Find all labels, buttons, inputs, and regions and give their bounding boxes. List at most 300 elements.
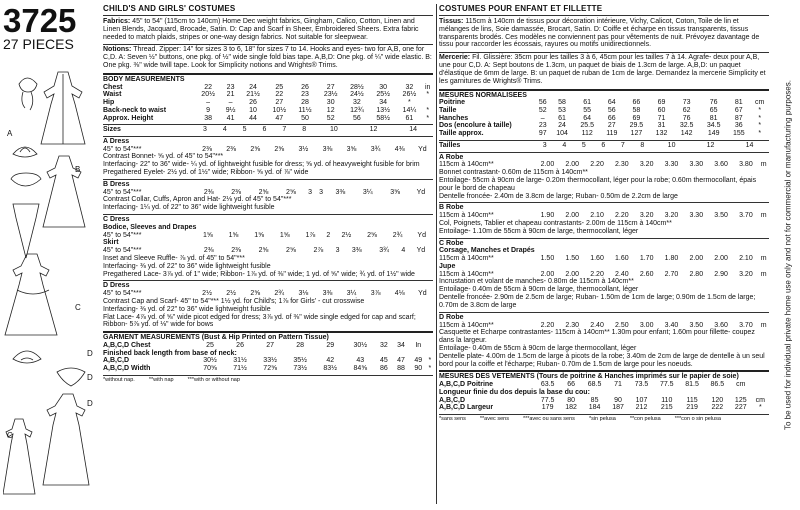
- size-value: 4: [562, 141, 567, 149]
- section-note: Entoilage- 55cm à 90cm de large- 0.20m thermocollant, léger pour la robe; 0.60m thermocollant, épais pour le bord de chapeau: [439, 176, 757, 192]
- section-note: Bonnet contrastant- 0.60m de 115cm à 140cm**: [439, 169, 588, 177]
- measure-value: 70⅝: [203, 365, 217, 373]
- pattern-pieces: 27 PIECES: [3, 36, 74, 52]
- measure-value: 215: [660, 404, 673, 412]
- measure-row: [103, 91, 433, 99]
- measure-value: 28: [301, 99, 309, 107]
- measure-value: 32: [379, 342, 388, 350]
- section-note: Col, Poignets, Tablier et chapeau contrastants- 2.00m de 115cm à 140cm**: [439, 219, 672, 227]
- measure-value: 27: [326, 83, 335, 91]
- french-column: [439, 5, 769, 505]
- measure-value: 112: [581, 130, 593, 138]
- measure-value: 182: [565, 404, 577, 412]
- yardage-value: 2: [326, 231, 331, 239]
- yardage-line: [103, 146, 433, 154]
- measure-value: 85: [590, 396, 599, 404]
- yardage-label: 45" to 54"***: [103, 231, 142, 239]
- measure-value: –: [206, 99, 211, 107]
- measure-value: [422, 99, 433, 107]
- measure-label: Hip: [103, 99, 115, 107]
- measure-value: 68.5: [587, 381, 602, 389]
- size-value: 3: [202, 126, 207, 134]
- footnote: **with nap: [148, 376, 174, 383]
- body-measurements-title: BODY MEASUREMENTS: [103, 75, 185, 83]
- figure-label-a: A: [7, 129, 13, 138]
- yardage-value: m: [760, 321, 767, 329]
- notions-label: Notions:: [103, 46, 132, 54]
- measure-value: 55: [583, 107, 592, 115]
- section-note: Dentelle plate- 4.00m de 1.5cm de large à picots de la robe; 3.40m de 2cm de large de dentelle à un seul bord pour la coiffe et l'écharpe; Ruban- 0.70m de 1.5cm de large pour les noeuds.: [439, 352, 765, 368]
- measure-value: 24: [558, 122, 566, 130]
- measure-value: 71½: [233, 365, 247, 373]
- measure-value: 65: [709, 107, 718, 115]
- body-measurements-table: [103, 84, 433, 122]
- measure-label: Longueur finie du dos depuis la base du cou:: [439, 388, 590, 396]
- yardage-value: 2.00: [540, 161, 555, 169]
- measure-value: 87: [734, 114, 743, 122]
- measure-value: 26: [249, 99, 257, 107]
- section-note: Contrast Bonnet- ⅝ yd. of 45" to 54"***: [103, 153, 224, 161]
- measure-value: 77.5: [659, 381, 674, 389]
- yardage-sections: [103, 138, 433, 329]
- yardage-value: 2⅝: [250, 290, 261, 298]
- yardage-value: 2.40: [590, 321, 604, 329]
- measure-value: 36: [734, 122, 743, 130]
- measure-value: 69: [632, 114, 641, 122]
- yardage-section: [103, 216, 433, 278]
- english-fabrics: [103, 18, 433, 41]
- measure-value: 155: [732, 130, 745, 138]
- yardage-value: 1⅝: [279, 231, 290, 239]
- yardage-value: 3⅜: [335, 188, 346, 196]
- yardage-value: 2⅝: [286, 247, 296, 255]
- measure-value: –: [228, 99, 233, 107]
- measure-label: Chest: [103, 83, 123, 91]
- yardage-value: 2.20: [615, 212, 629, 220]
- yardage-value: 1.50: [540, 255, 555, 263]
- measure-value: 58: [558, 99, 566, 107]
- section-note: Incrustation et volant de manches- 0.80m de 115cm à 140cm**: [439, 278, 634, 286]
- measure-value: 64: [583, 114, 592, 122]
- yardage-value: 2⅜: [202, 145, 212, 153]
- yardage-value: Yd: [416, 188, 426, 196]
- measure-row: [103, 342, 433, 350]
- yardage-value: 2.00: [540, 270, 555, 278]
- section-title: A Robe: [439, 153, 464, 161]
- measure-value: 56: [353, 114, 361, 122]
- measure-value: 66: [567, 381, 575, 389]
- mesures-vetements-title: MESURES DES VETEMENTS (Tours de poitrine & Hanches imprimés sur le papier de soie): [439, 373, 739, 381]
- section-title: D Dress: [103, 282, 130, 290]
- yardage-value: 3.50: [714, 212, 728, 220]
- yardage-value: 3¾: [379, 247, 389, 255]
- size-value: 7: [620, 141, 625, 149]
- yardage-value: 3.30: [689, 161, 704, 169]
- footnote: ***avec ou sans sens: [522, 415, 575, 422]
- size-value: 10: [329, 126, 338, 134]
- sizes-label: Tailles: [439, 141, 461, 149]
- yardage-value: 2.60: [639, 270, 654, 278]
- measure-value: 58: [632, 107, 641, 115]
- yardage-value: 3.30: [689, 212, 704, 220]
- measure-value: 64: [607, 99, 616, 107]
- yardage-value: 1⅝: [228, 231, 239, 239]
- measure-value: 71: [657, 114, 666, 122]
- yardage-value: 2⅝: [258, 188, 269, 196]
- measure-value: 29.5: [629, 122, 644, 130]
- usage-notice: To be used for individual private home use only and not for commercial or manufacturing purposes.: [783, 80, 793, 430]
- measure-value: 76: [682, 114, 691, 122]
- yardage-line: [439, 271, 769, 279]
- measure-row: [103, 107, 433, 115]
- measure-value: 67: [734, 107, 743, 115]
- measure-value: 9: [206, 106, 211, 114]
- measure-value: 90: [614, 396, 622, 404]
- measure-value: 61: [558, 114, 566, 122]
- measure-value: In: [415, 342, 422, 350]
- measure-value: 23: [226, 83, 235, 91]
- measure-value: 83½: [323, 365, 338, 373]
- measure-value: 33½: [263, 357, 277, 365]
- size-value: 12: [369, 126, 378, 134]
- measure-value: 52: [538, 107, 547, 115]
- measure-row: [439, 389, 769, 397]
- measure-value: 30½: [203, 357, 217, 365]
- measure-row: [439, 122, 769, 130]
- measure-row: [103, 115, 433, 123]
- section-note: Entoilage- 1.10m de 55cm à 90cm de large, thermocollant, léger: [439, 227, 639, 235]
- yardage-section: [439, 154, 769, 201]
- measure-value: 222: [711, 404, 724, 412]
- yardage-value: 2.30: [615, 161, 629, 169]
- section-note: Casquette et Echarpe contrastantes- 115cm à 140cm** 1.30m pour enfant; 1.60m pour fillette- coupez dans la largeur.: [439, 329, 755, 345]
- measure-value: 72⅝: [263, 365, 277, 373]
- measure-value: 25½: [376, 91, 390, 99]
- english-column: [103, 5, 433, 505]
- measure-value: 10½: [272, 106, 287, 114]
- yardage-label: 115cm à 140cm**: [439, 321, 494, 329]
- measure-label: A,B,C,D Chest: [103, 342, 151, 350]
- yardage-line: [103, 290, 433, 298]
- yardage-label: 45" to 54"***: [103, 145, 142, 153]
- yardage-line: [439, 212, 769, 220]
- yardage-value: 2.90: [714, 270, 728, 278]
- measure-value: *: [407, 99, 411, 107]
- yardage-value: 2⅜: [231, 188, 241, 196]
- measure-value: 115: [686, 396, 698, 404]
- notions-text: Thread. Zipper: 14" for sizes 3 to 6, 18" for sizes 7 to 14. Hooks and eyes- two for A,B, one for C,D. A: Seven ½" buttons, one pkg. of ½" wide single fold bias tape. A,B,D: One pkg. of ¼" wide elastic. B: One pkg. ⅜" wide twill tape. Look for Simplicity notions and Wrights® Trims.: [103, 46, 432, 70]
- yardage-value: 1⅝: [202, 231, 213, 239]
- section-note: Interfacing- 22" to 36" wide- ¼ yd. of lightweight fusible for dress; ⅝ yd. of heavyweight fusible for brim: [103, 161, 420, 169]
- measure-row: [439, 130, 769, 138]
- measure-value: 23½: [323, 91, 338, 99]
- measure-value: 34: [397, 342, 405, 350]
- measure-value: 27: [607, 122, 616, 130]
- yardage-value: 3¼: [362, 188, 373, 196]
- yardage-section: [103, 181, 433, 212]
- footnote: **con pelusa: [629, 415, 661, 422]
- measure-value: 69: [657, 99, 666, 107]
- yardage-value: 3.60: [714, 161, 728, 169]
- yardage-value: 3⅜: [322, 290, 333, 298]
- measure-value: 30½: [353, 342, 368, 350]
- measure-label: Finished back length from base of neck:: [103, 349, 237, 357]
- yardage-value: 2.80: [689, 270, 704, 278]
- measure-value: 23: [538, 122, 547, 130]
- measure-value: 71: [614, 381, 622, 389]
- illustration-strip: [3, 4, 95, 506]
- yardage-value: 2.00: [565, 161, 580, 169]
- measure-value: 49: [414, 357, 423, 365]
- measure-value: 12¾: [350, 106, 364, 114]
- measure-value: 227: [734, 404, 747, 412]
- section-title: A Dress: [103, 137, 130, 145]
- figure-label-d1: D: [87, 349, 93, 358]
- yardage-label: 115cm à 140cm**: [439, 161, 494, 169]
- measure-value: 27: [275, 99, 284, 107]
- yardage-value: 3.00: [639, 321, 654, 329]
- footnote: ***with or without nap: [187, 376, 240, 383]
- yardage-value: 1.60: [590, 255, 604, 263]
- measure-value: 132: [655, 130, 668, 138]
- yardage-line: [439, 322, 769, 330]
- measure-value: *: [758, 130, 762, 138]
- measure-value: 38: [204, 114, 212, 122]
- measure-value: 127: [630, 130, 643, 138]
- yardage-section: [439, 240, 769, 310]
- yardage-value: 3: [308, 188, 313, 196]
- yardage-value: 3.20: [739, 270, 753, 278]
- yardage-label: 45" to 54"***: [103, 247, 142, 255]
- measure-value: 53: [558, 107, 566, 115]
- measure-value: 20½: [201, 91, 215, 99]
- measure-value: 31½: [233, 357, 247, 365]
- yardage-value: 2⅝: [250, 145, 261, 153]
- figure-label-c2: C: [7, 431, 13, 440]
- measure-value: 66: [607, 114, 616, 122]
- measure-value: 50: [301, 114, 309, 122]
- measure-value: 81: [709, 114, 718, 122]
- yardage-section: [103, 282, 433, 329]
- yardage-value: 1⅞: [305, 231, 316, 239]
- yardage-value: 2.10: [590, 212, 604, 220]
- english-title: CHILD'S AND GIRLS' COSTUMES: [103, 5, 433, 16]
- yardage-value: 3⅜: [322, 145, 333, 153]
- mesures-table: [439, 99, 769, 137]
- footnote: ***con o sin pelusa: [674, 415, 721, 422]
- yardage-value: 3: [335, 247, 340, 255]
- yardage-value: 1.90: [540, 212, 555, 220]
- measure-value: 77.5: [540, 396, 555, 404]
- size-value: 6: [262, 126, 267, 134]
- measure-value: 80: [567, 396, 575, 404]
- measure-label: A,B,C,D: [439, 396, 466, 404]
- measure-value: 32: [405, 83, 414, 91]
- measure-row: [439, 397, 769, 405]
- measure-value: 26: [236, 342, 244, 350]
- measure-row: [439, 107, 769, 115]
- measure-value: 76: [709, 99, 718, 107]
- footnotes-fr: [439, 416, 769, 422]
- yardage-value: 3.30: [664, 161, 679, 169]
- french-tissus: [439, 18, 769, 49]
- measure-value: 24: [249, 83, 257, 91]
- yardage-value: m: [760, 270, 767, 278]
- section-title: D Robe: [439, 313, 464, 321]
- measure-value: 88: [397, 365, 405, 373]
- measure-value: 66: [632, 99, 641, 107]
- measure-value: 31: [657, 122, 666, 130]
- section-title: C Robe: [439, 239, 464, 247]
- measure-value: *: [428, 365, 432, 373]
- measure-value: 61: [583, 99, 592, 107]
- yardage-value: 3.70: [739, 321, 753, 329]
- mesures-title: MESURES NORMALISEES: [439, 91, 527, 99]
- yardage-value: 3.80: [739, 161, 753, 169]
- measure-value: 125: [734, 396, 747, 404]
- yardage-value: 3: [319, 188, 324, 196]
- measure-value: 52: [326, 114, 335, 122]
- size-value: 8: [302, 126, 307, 134]
- figure-label-c: C: [75, 303, 81, 312]
- measure-value: 44: [249, 114, 257, 122]
- yardage-value: 2.10: [739, 255, 753, 263]
- measure-value: 30: [326, 99, 335, 107]
- size-value: 10: [667, 141, 676, 149]
- yardage-value: 1.60: [615, 255, 629, 263]
- yardage-value: m: [760, 212, 767, 220]
- measure-label: Waist: [103, 91, 122, 99]
- measure-label: Taille approx.: [439, 130, 484, 138]
- mercerie-label: Mercerie:: [439, 54, 471, 62]
- measure-value: 21: [226, 91, 235, 99]
- measure-label: Back-neck to waist: [103, 106, 167, 114]
- yardage-section: [439, 204, 769, 235]
- measure-value: 25: [275, 83, 284, 91]
- section-note: Entoilage- 0.40m de 55cm à 90cm de large thermocollant, léger: [439, 344, 637, 352]
- measure-value: 42: [326, 357, 335, 365]
- fabrics-text: 45" to 54" (115cm to 140cm) Home Dec weight fabrics, Gingham, Calico, Cotton, Linen and Linen Blends, Jacquard, Brocade, Satin. D: Cap and Scarf in Sheer, Embroidered Sheers. Extra fabric needed to match plaids, stripes or one-way design fabrics. Not suitable for sleepwear.: [103, 17, 419, 41]
- measure-value: *: [428, 357, 432, 365]
- measure-label: A,B,C,D: [103, 357, 130, 365]
- measure-value: 97: [538, 130, 547, 138]
- yardage-value: 4⅛: [394, 290, 405, 298]
- yardage-value: 2.20: [540, 321, 555, 329]
- yardage-value: 2½: [202, 290, 212, 298]
- yardage-value: 3¾: [370, 145, 381, 153]
- measure-value: 29: [326, 342, 335, 350]
- yardage-value: 2.40: [615, 270, 629, 278]
- measure-value: *: [758, 107, 762, 115]
- measure-value: 62: [682, 107, 691, 115]
- section-note: Dentelle froncée- 2.90m de 2.5cm de large; Ruban- 1.50m de 1cm de large; 0.90m de 1.5cm de large; 0.70m de 3.8cm de large: [439, 294, 756, 309]
- sizes-label: Sizes: [103, 126, 121, 134]
- sizes: [103, 126, 433, 134]
- section-note: Jupe: [439, 262, 456, 270]
- section-note: Pregathered Lace- 3⅞ yd. of 1" wide; Ribbon- 1⅞ yd. of ⅜" wide; 1 yd. of ⅝" wide; ¾ yd. of 1½" wide: [103, 270, 415, 278]
- yardage-value: 1.70: [639, 255, 654, 263]
- measure-value: 219: [686, 404, 698, 412]
- measure-value: 63.5: [540, 381, 555, 389]
- measure-value: 23: [301, 91, 309, 99]
- garment-measurements-title: GARMENT MEASUREMENTS (Bust & Hip Printed on Pattern Tissue): [103, 334, 329, 342]
- section-note: Inset and Sleeve Ruffle- ⅞ yd. of 45" to 54"***: [103, 254, 245, 262]
- yardage-value: 2¾: [274, 290, 285, 298]
- measure-value: 25: [206, 342, 214, 350]
- pattern-number: 3725: [3, 2, 77, 39]
- measure-value: 73½: [293, 365, 307, 373]
- measure-value: 56: [538, 99, 547, 107]
- section-note: Skirt: [103, 239, 119, 247]
- yardage-value: m: [760, 161, 767, 169]
- yardage-value: 1.50: [565, 255, 580, 263]
- measure-value: 32.5: [679, 122, 694, 130]
- yardage-value: 2¾: [392, 231, 403, 239]
- measure-value: 10: [249, 106, 257, 114]
- measure-value: 21½: [246, 91, 260, 99]
- measure-row: [439, 404, 769, 412]
- measure-value: 24½: [350, 91, 364, 99]
- measure-value: 120: [711, 396, 724, 404]
- fabrics-label: Fabrics:: [103, 17, 131, 25]
- section-note: Pregathered Eyelet- 2½ yd. of 1½" wide; Ribbon- ⅝ yd. of ⅞" wide: [103, 169, 309, 177]
- yardage-label: 115cm à 140cm**: [439, 212, 494, 220]
- measure-label: A,B,C,D Width: [103, 365, 151, 373]
- yardage-value: 2.00: [565, 270, 580, 278]
- sizes: [439, 142, 769, 150]
- yardage-value: 2½: [341, 231, 352, 239]
- yardage-value: 2⅝: [286, 188, 296, 196]
- measure-row: [103, 99, 433, 107]
- yardage-value: 2.00: [565, 212, 580, 220]
- measure-row: [103, 365, 433, 373]
- measure-value: 34: [379, 99, 388, 107]
- measure-value: 47: [275, 114, 284, 122]
- measure-value: 11½: [298, 106, 312, 114]
- footnotes: [103, 377, 433, 383]
- yardage-value: 2⅝: [274, 145, 285, 153]
- measure-value: 107: [635, 396, 648, 404]
- measure-value: *: [426, 91, 430, 99]
- figure-label-b: B: [75, 165, 81, 174]
- section-note: Dentelle froncée- 2.40m de 3.8cm de large; Ruban- 0.50m de 2.2cm de large: [439, 192, 678, 200]
- measure-value: 119: [606, 130, 618, 138]
- measure-value: 9½: [225, 106, 236, 114]
- yardage-value: 2.50: [615, 321, 629, 329]
- measure-value: 32: [353, 99, 361, 107]
- measure-value: 28½: [350, 83, 364, 91]
- size-value: 8: [640, 141, 645, 149]
- yardage-label: 115cm à 140cm**: [439, 255, 494, 263]
- yardage-value: 1.80: [664, 255, 679, 263]
- figure-label-d3: D: [87, 399, 93, 408]
- measure-value: 61: [405, 114, 414, 122]
- measure-label: Taille: [439, 107, 457, 115]
- measure-label: A,B,C,D Largeur: [439, 404, 494, 412]
- yardage-value: 2.30: [565, 321, 580, 329]
- measure-value: *: [758, 122, 762, 130]
- garment-illustrations: [3, 54, 95, 506]
- yardage-value: 2.70: [664, 270, 679, 278]
- sizes-row: [103, 126, 433, 134]
- measure-value: 14¼: [402, 106, 417, 114]
- measure-value: *: [758, 114, 762, 122]
- yardage-value: 4: [401, 247, 406, 255]
- measure-value: *: [758, 404, 762, 412]
- yardage-value: 3¼: [346, 290, 357, 298]
- measure-value: 27: [266, 342, 275, 350]
- yardage-value: 2⅞: [313, 247, 324, 255]
